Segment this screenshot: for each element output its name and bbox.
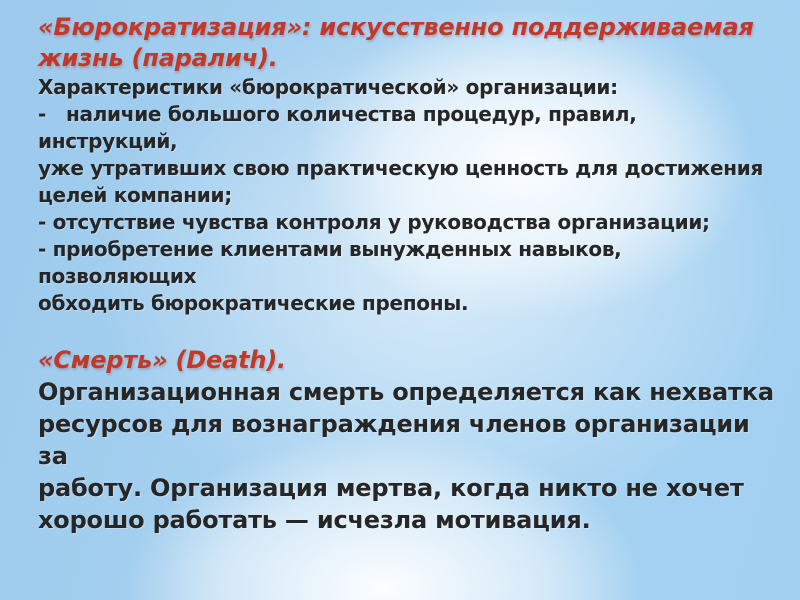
- heading-bureaucratization-line-2: жизнь (паралич).: [38, 44, 278, 72]
- heading-bureaucratization: [38, 12, 774, 74]
- characteristics-bullet-1-line-3: целей компании;: [38, 183, 232, 207]
- death-description-line-4: хорошо работать — исчезла мотивация.: [38, 506, 591, 534]
- heading-death-line-1: «Смерть» (Death).: [38, 346, 286, 374]
- bureaucratization-characteristics: [38, 74, 774, 317]
- characteristics-intro: Характеристики «бюрократической» организации:: [38, 75, 618, 99]
- death-description-line-3: работу. Организация мертва, когда никто не хочет: [38, 474, 744, 502]
- characteristics-bullet-2: - отсутствие чувства контроля у руководства организации;: [38, 210, 710, 234]
- death-description: [38, 376, 774, 536]
- slide-text-content: [38, 12, 774, 536]
- heading-death: [38, 345, 774, 376]
- characteristics-bullet-3-line-2: обходить бюрократические препоны.: [38, 291, 469, 315]
- characteristics-bullet-1-line-1: - наличие большого количества процедур, правил, инструкций,: [38, 102, 644, 153]
- death-description-line-2: ресурсов для вознаграждения членов организации за: [38, 410, 758, 470]
- characteristics-bullet-1-line-2: уже утративших свою практическую ценность для достижения: [38, 156, 764, 180]
- death-description-line-1: Организационная смерть определяется как нехватка: [38, 378, 774, 406]
- characteristics-bullet-3-line-1: - приобретение клиентами вынужденных навыков, позволяющих: [38, 237, 629, 288]
- heading-bureaucratization-line-1: «Бюрократизация»: искусственно поддерживаемая: [38, 13, 754, 41]
